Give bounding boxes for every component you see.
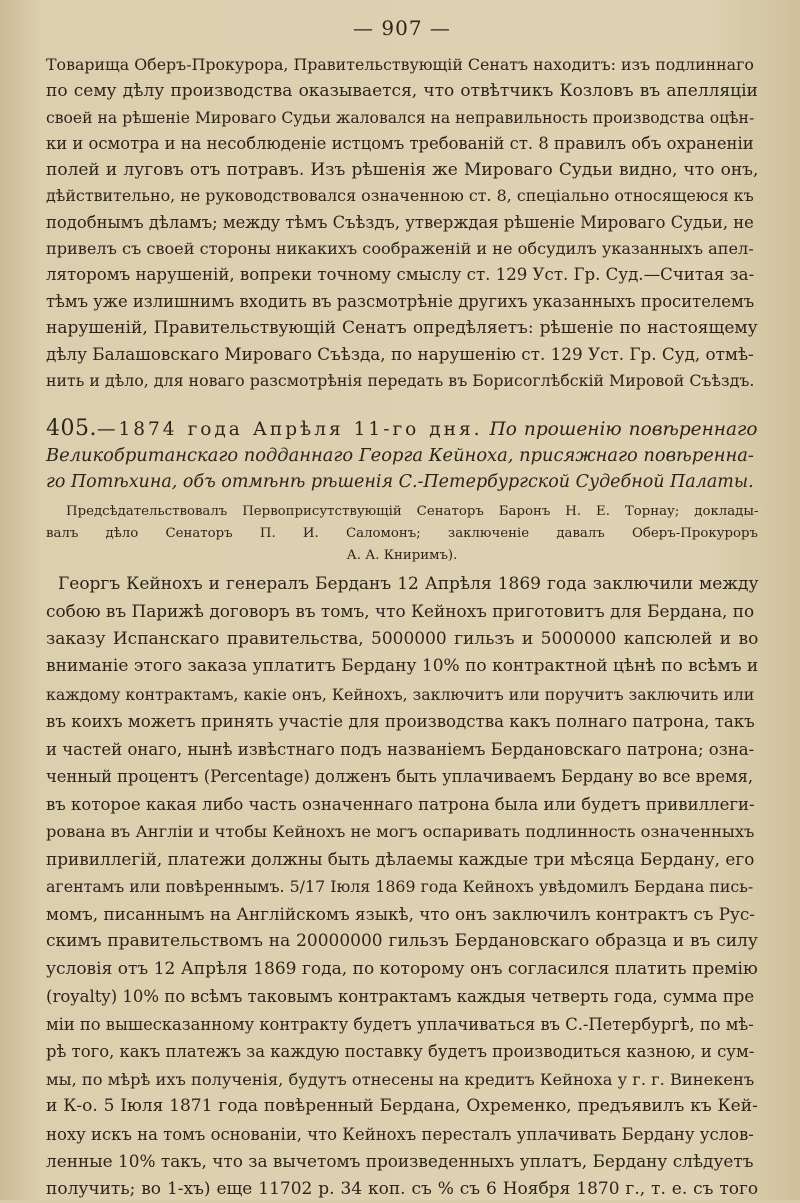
text-line: подобнымъ дѣламъ; между тѣмъ Съѣздъ, утверждая рѣшеніе Мироваго Судьи, не bbox=[46, 212, 754, 232]
text-line: условія отъ 12 Апрѣля 1869 года, по которому онъ согласился платить премію bbox=[46, 958, 758, 979]
text-line: своей на рѣшеніе Мироваго Судьи жаловался на неправильность производства оцѣн- bbox=[46, 108, 755, 127]
text-line: (royalty) 10% по всѣмъ таковымъ контрактамъ каждыя четверть года, сумма пре bbox=[46, 987, 755, 1007]
text-line: ляторомъ нарушеній, вопреки точному смыслу ст. 129 Уст. Гр. Суд.—Считая за- bbox=[46, 265, 755, 285]
text-line: полей и луговъ отъ потравъ. Изъ рѣшенія же Мироваго Судьи видно, что онъ, bbox=[46, 160, 759, 181]
text-line: ченный процентъ (Percentage) долженъ быть уплачиваемъ Бердану во все время, bbox=[46, 767, 754, 787]
text-line: нарушеній, Правительствующій Сенатъ опредѣляетъ: рѣшеніе по настоящему bbox=[46, 317, 758, 338]
text-line: міи по вышесказанному контракту будетъ уплачиваться въ С.-Петербургѣ, по мѣ- bbox=[46, 1014, 754, 1034]
paragraph-senate-decision bbox=[46, 52, 758, 394]
text-line: и К-о. 5 Іюля 1871 года повѣренный Бердана, Охременко, предъявилъ къ Кей- bbox=[46, 1096, 758, 1117]
case-date: —1874 года Апрѣля 11-го дня. bbox=[96, 418, 483, 440]
text-line: Товарища Оберъ-Прокурора, Правительствующій Сенатъ находитъ: изъ подлиннаго bbox=[46, 55, 754, 74]
text-line: собою въ Парижѣ договоръ въ томъ, что Кейнохъ приготовитъ для Бердана, по bbox=[46, 601, 755, 622]
court-composition bbox=[46, 501, 758, 567]
text-line: въ коихъ можетъ принять участіе для производства какъ полнаго патрона, такъ bbox=[46, 712, 755, 732]
case-number: 405. bbox=[46, 415, 97, 441]
text-line: нить и дѣло, для новаго разсмотрѣнія передать въ Борисоглѣбскій Мировой Съѣздъ. bbox=[46, 370, 755, 390]
text-line: ленные 10% такъ, что за вычетомъ произведенныхъ уплатъ, Бердану слѣдуетъ bbox=[46, 1151, 754, 1172]
paragraph-case-facts bbox=[46, 571, 758, 1203]
text-line: Георгъ Кейнохъ и генералъ Берданъ 12 Апрѣля 1869 года заключили между bbox=[58, 573, 759, 594]
text-line: каждому контрактамъ, какіе онъ, Кейнохъ, заключитъ или поручитъ заключить или bbox=[46, 684, 755, 704]
case-heading bbox=[46, 416, 758, 495]
case-title-line: По прошенію повѣреннаго bbox=[489, 418, 758, 440]
text-line: ки и осмотра и на несоблюденіе истцомъ требованій ст. 8 правилъ объ охраненіи bbox=[46, 133, 754, 153]
text-line: по сему дѣлу производства оказывается, что отвѣтчикъ Козловъ въ апелляціи bbox=[46, 81, 758, 102]
page-number: — 907 — bbox=[353, 16, 451, 40]
text-line: вниманіе этого заказа уплатитъ Бердану 10% по контрактной цѣнѣ по всѣмъ и bbox=[46, 656, 759, 677]
text-line: ноху искъ на томъ основаніи, что Кейнохъ пересталъ уплачивать Бердану услов- bbox=[46, 1124, 754, 1144]
text-line: въ которое какая либо часть означеннаго патрона была или будетъ привиллеги- bbox=[46, 794, 755, 814]
text-line: тѣмъ уже излишнимъ входить въ разсмотрѣніе другихъ указанныхъ просителемъ bbox=[46, 291, 755, 311]
text-line: мы, по мѣрѣ ихъ полученія, будутъ отнесены на кредитъ Кейноха у г. г. Винекенъ bbox=[46, 1069, 755, 1089]
court-line: А. А. Книримъ). bbox=[346, 547, 458, 563]
court-line: валъ дѣло Сенаторъ П. И. Саломонъ; заключеніе давалъ Оберъ-Прокуроръ bbox=[46, 525, 758, 541]
text-line: привиллегій, платежи должны быть дѣлаемы каждые три мѣсяца Бердану, его bbox=[46, 848, 755, 869]
text-line: получить; во 1-хъ) еще 11702 р. 34 коп. съ % съ 6 Ноября 1870 г., т. е. съ того bbox=[46, 1178, 759, 1199]
text-line: рѣ того, какъ платежъ за каждую поставку будетъ производиться казною, и сум- bbox=[46, 1042, 755, 1062]
court-line: Предсѣдательствовалъ Первоприсутствующій Сенаторъ Баронъ Н. Е. Торнау; доклады- bbox=[66, 503, 759, 519]
text-line: момъ, писаннымъ на Англійскомъ языкѣ, что онъ заключилъ контрактъ съ Рус- bbox=[46, 903, 755, 924]
case-title-line: Великобританскаго подданнаго Георга Кейноха, присяжнаго повѣренна- bbox=[46, 444, 754, 466]
text-line: агентамъ или повѣреннымъ. 5/17 Іюля 1869 года Кейнохъ увѣдомилъ Бердана пись- bbox=[46, 877, 754, 897]
text-line: заказу Испанскаго правительства, 5000000 гильзъ и 5000000 капсюлей и во bbox=[46, 628, 759, 649]
case-title-line: го Потѣхина, объ отмѣнѣ рѣшенія С.-Петербургской Судебной Палаты. bbox=[46, 471, 754, 492]
text-line: привелъ съ своей стороны никакихъ соображеній и не обсудилъ указанныхъ апел- bbox=[46, 239, 754, 259]
text-line: дѣйствительно, не руководствовался означенною ст. 8, спеціально относящеюся къ bbox=[46, 186, 754, 206]
text-line: рована въ Англіи и чтобы Кейнохъ не могъ оспаривать подлинность означенныхъ bbox=[46, 822, 755, 842]
text-line: и частей онаго, нынѣ извѣстнаго подъ названіемъ Бердановскаго патрона; озна- bbox=[46, 739, 755, 759]
text-line: скимъ правительствомъ на 20000000 гильзъ Бердановскаго образца и въ силу bbox=[46, 931, 758, 952]
text-line: дѣлу Балашовскаго Мироваго Съѣзда, по нарушенію ст. 129 Уст. Гр. Суд, отмѣ- bbox=[46, 344, 754, 365]
